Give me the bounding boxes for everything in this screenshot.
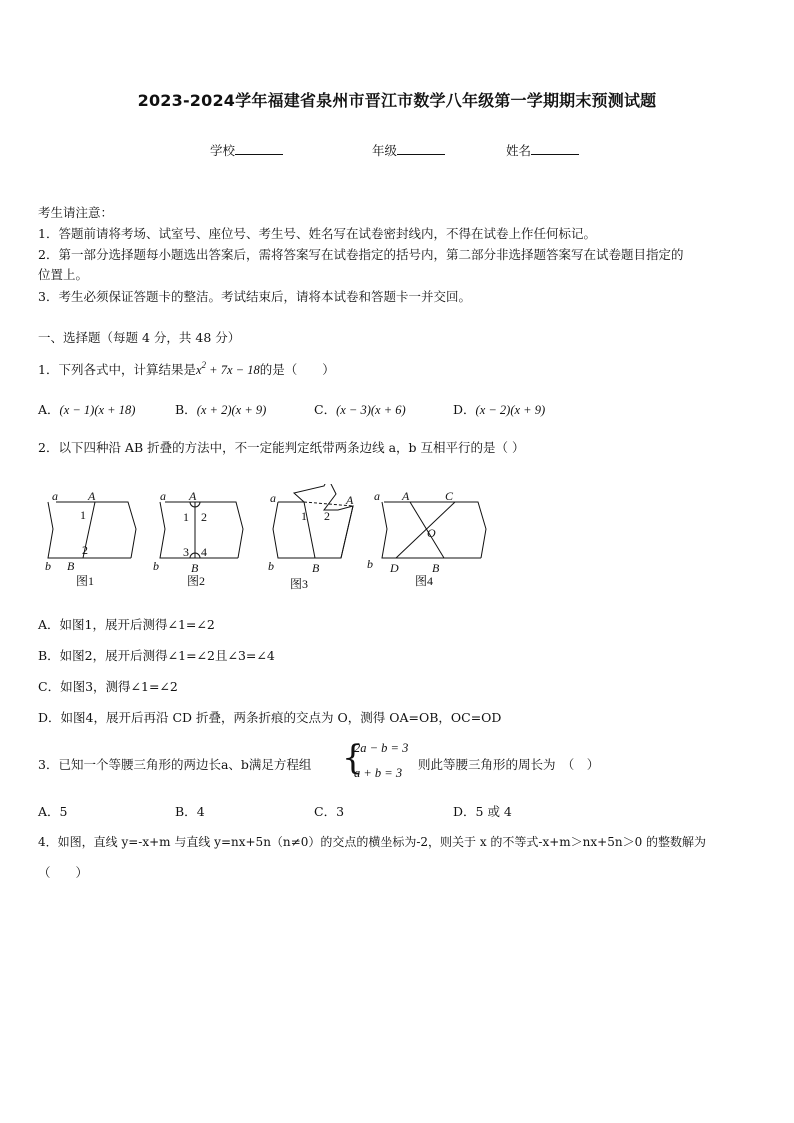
q2-option-c[interactable]: C．如图3，测得∠1=∠2: [38, 679, 178, 694]
fig1-label-a: a: [52, 489, 58, 503]
fig2-angle-4: 4: [201, 545, 207, 559]
fig4-label-b: b: [367, 557, 373, 571]
fig3-label-a: a: [270, 491, 276, 505]
school-field: [210, 141, 283, 159]
q3-equation-2: a + b = 3: [354, 766, 403, 780]
q3-option-a[interactable]: A．5: [38, 804, 68, 819]
fig2-label-b: b: [153, 559, 159, 573]
q1-option-a[interactable]: A．(x − 1)(x + 18): [38, 402, 136, 417]
page-title: 2023-2024学年福建省泉州市晋江市数学八年级第一学期期末预测试题: [137, 91, 657, 110]
fig2-label-a: a: [160, 489, 166, 503]
school-blank: [235, 142, 283, 155]
q2-option-b[interactable]: B．如图2，展开后测得∠1=∠2且∠3=∠4: [38, 648, 275, 663]
fig1-label-b: b: [45, 559, 51, 573]
fig1-label-B: B: [67, 559, 75, 573]
grade-label: 年级: [372, 143, 398, 158]
q4-stem: 4．如图，直线 y=-x+m 与直线 y=nx+5n（n≠0）的交点的横坐标为-2，则关于 x 的不等式-x+m＞nx+5n＞0 的整数解为: [38, 835, 707, 849]
fig4-label-D: D: [390, 561, 399, 575]
q1-option-c[interactable]: C．(x − 3)(x + 6): [314, 402, 406, 417]
fig1-caption: 图1: [76, 574, 95, 588]
q3-brace: {: [342, 738, 364, 778]
fig3-label-B: B: [312, 561, 320, 575]
q2-stem: 2．以下四种沿 AB 折叠的方法中，不一定能判定纸带两条边线 a，b 互相平行的是（ ）: [38, 440, 525, 455]
fig4-caption: 图4: [415, 574, 434, 588]
q2-figures: [38, 484, 498, 596]
fig1-strip: [48, 502, 136, 558]
fig4-label-B: B: [432, 561, 440, 575]
fig4-label-A: A: [402, 489, 410, 503]
q4-stem-paren: （ ）: [38, 865, 89, 880]
notice-item-2-cont: 位置上。: [38, 267, 89, 282]
fig4-label-a: a: [374, 489, 380, 503]
q1-stem-pre: 1．下列各式中，计算结果是: [38, 362, 196, 377]
fig2-caption: 图2: [187, 574, 206, 588]
grade-field: [372, 141, 445, 159]
grade-blank: [397, 142, 445, 155]
fig3-angle-1: 1: [301, 509, 307, 523]
fig3-angle-2: 2: [324, 509, 330, 523]
fig3-strip: [273, 484, 353, 558]
q1-stem-post: 的是（ ）: [259, 362, 335, 377]
fig1-label-A: A: [88, 489, 96, 503]
fig1-angle-1: 1: [80, 508, 86, 522]
name-label: 姓名: [506, 143, 532, 158]
fig4-label-C: C: [445, 489, 454, 503]
fig2-angle-2: 2: [201, 510, 207, 524]
fig2-angle-3: 3: [183, 545, 189, 559]
school-label: 学校: [210, 143, 236, 158]
notice-item-1: 1．答题前请将考场、试室号、座位号、考生号、姓名写在试卷密封线内，不得在试卷上作任何标记。: [38, 226, 596, 241]
q3-stem-post: 则此等腰三角形的周长为 （ ）: [418, 757, 600, 772]
q1-option-b[interactable]: B．(x + 2)(x + 9): [175, 402, 267, 417]
q1-expression: $x^2 + 7x - 18$: [195, 360, 260, 377]
q3-stem-pre: 3．已知一个等腰三角形的两边长a、b满足方程组: [38, 757, 312, 772]
fig3-label-A: A: [346, 493, 354, 507]
notice-item-2: 2．第一部分选择题每小题选出答案后，需将答案写在试卷指定的括号内，第二部分非选择题答案写在试卷题目指定的: [38, 247, 684, 262]
q2-option-d[interactable]: D．如图4，展开后再沿 CD 折叠，两条折痕的交点为 O，测得 OA=OB，OC=OD: [38, 710, 502, 725]
name-field: [506, 141, 579, 159]
name-blank: [531, 142, 579, 155]
fig3-caption: 图3: [290, 577, 309, 591]
q3-option-d[interactable]: D．5 或 4: [453, 804, 512, 819]
notice-item-3: 3．考生必须保证答题卡的整洁。考试结束后，请将本试卷和答题卡一并交回。: [38, 289, 471, 304]
fig4-label-O: O: [427, 526, 436, 540]
q1-option-d[interactable]: D．(x − 2)(x + 9): [453, 402, 546, 417]
fig2-label-B: B: [191, 561, 199, 575]
q2-option-a[interactable]: A．如图1，展开后测得∠1=∠2: [38, 617, 215, 632]
fig2-label-A: A: [189, 489, 197, 503]
fig1-angle-2: 2: [82, 543, 88, 557]
q3-option-b[interactable]: B．4: [175, 804, 205, 819]
q1-stem: [38, 360, 335, 378]
q3-equation-1: 2a − b = 3: [354, 741, 409, 755]
fig2-angle-1: 1: [183, 510, 189, 524]
section-heading: 一、选择题（每题 4 分，共 48 分）: [38, 330, 241, 345]
q3-option-c[interactable]: C．3: [314, 804, 345, 819]
fig3-label-b: b: [268, 559, 274, 573]
notice-heading: 考生请注意：: [38, 205, 114, 220]
